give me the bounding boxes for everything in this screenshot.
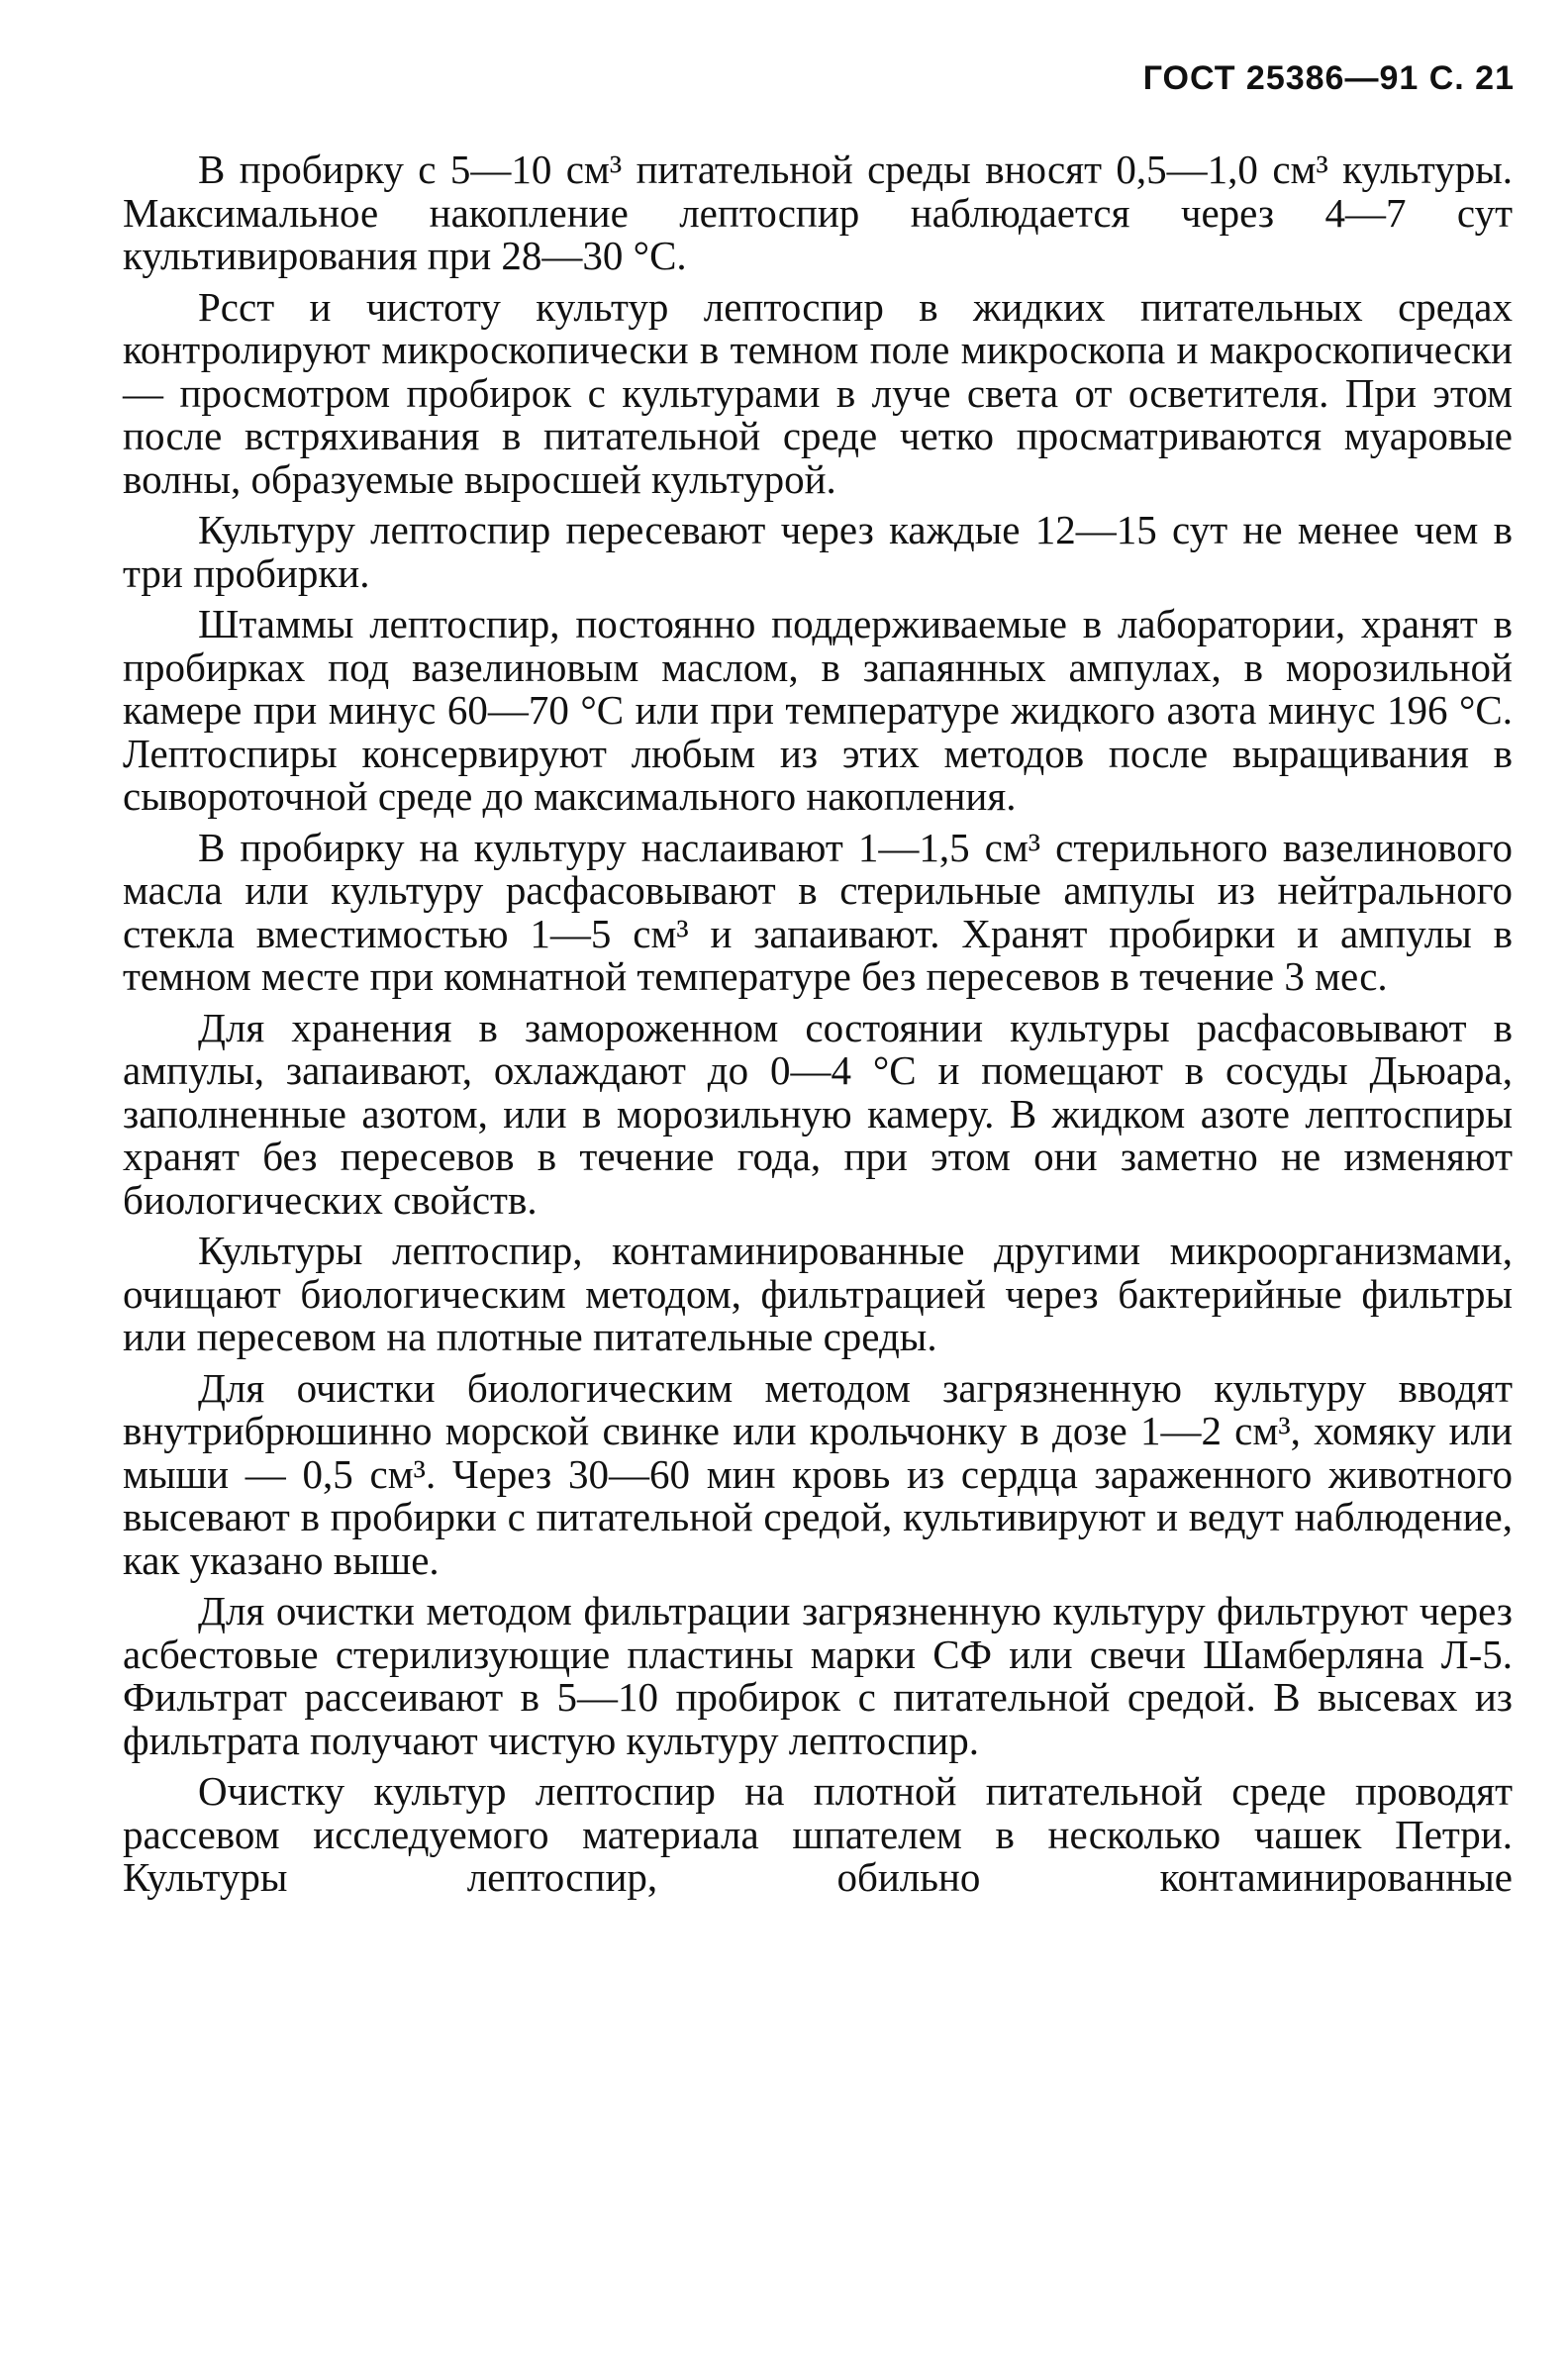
paragraph: Очистку культур лептоспир на плотной питательной среде проводят рассевом исследуемого материала шпателем в несколько чашек Петри. Культуры лептоспир, обильно контаминированные [123,1768,1513,1900]
paragraph: Культуру лептоспир пересевают через каждые 12—15 сут не менее чем в три пробирки. [123,507,1513,596]
paragraph: Для очистки методом фильтрации загрязненную культуру фильтруют через асбестовые стерилизующие пластины марки СФ или свечи Шамберляна Л-5. Фильтрат рассеивают в 5—10 пробирок с питательной средой. В высевах из фильтрата получают чистую культуру лептоспир. [123,1588,1513,1763]
paragraph: Культуры лептоспир, контаминированные другими микроорганизмами, очищают биологическим методом, фильтрацией через бактерийные фильтры или пересевом на плотные питательные среды. [123,1228,1513,1359]
standard-number: ГОСТ 25386—91 [1142,59,1420,97]
paragraph: В пробирку на культуру наслаивают 1—1,5 см³ стерильного вазелинового масла или культуру расфасовывают в стерильные ампулы из нейтрального стекла вместимостью 1—5 см³ и запаивают. Хранят пробирки и ампулы в темном месте при комнатной температуре без пересевов в течение 3 мес. [123,824,1513,999]
paragraph: Штаммы лептоспир, постоянно поддерживаемые в лаборатории, хранят в пробирках под вазелиновым маслом, в запаянных ампулах, в морозильной камере при минус 60—70 °С или при температуре жидкого азота минус 196 °С. Лептоспиры консервируют любым из этих методов после выращивания в сывороточной среде до максимального накопления. [123,601,1513,819]
page-number: С. 21 [1428,59,1515,97]
paragraph: Рсст и чистоту культур лептоспир в жидких питательных средах контролируют микроскопически в темном поле микроскопа и макроскопически — просмотром пробирок с культурами в луче света от осветителя. При этом после встряхивания в питательной среде четко просматриваются муаровые волны, образуемые выросшей культурой. [123,283,1513,502]
paragraph: В пробирку с 5—10 см³ питательной среды вносят 0,5—1,0 см³ культуры. Максимальное накопление лептоспир наблюдается через 4—7 сут культивирования при 28—30 °С. [123,147,1513,278]
paragraph: Для очистки биологическим методом загрязненную культуру вводят внутрибрюшинно морской свинке или крольчонку в дозе 1—2 см³, хомяку или мыши — 0,5 см³. Через 30—60 мин кровь из сердца зараженного животного высевают в пробирки с питательной средой, культивируют и ведут наблюдение, как указано выше. [123,1364,1513,1583]
body-text [123,148,1513,1908]
page-header [1143,59,1515,98]
paragraph: Для хранения в замороженном состоянии культуры расфасовывают в ампулы, запаивают, охлаждают до 0—4 °С и помещают в сосуды Дьюара, заполненные азотом, или в морозильную камеру. В жидком азоте лептоспиры хранят без пересевов в течение года, при этом они заметно не изменяют биологических свойств. [123,1004,1513,1223]
